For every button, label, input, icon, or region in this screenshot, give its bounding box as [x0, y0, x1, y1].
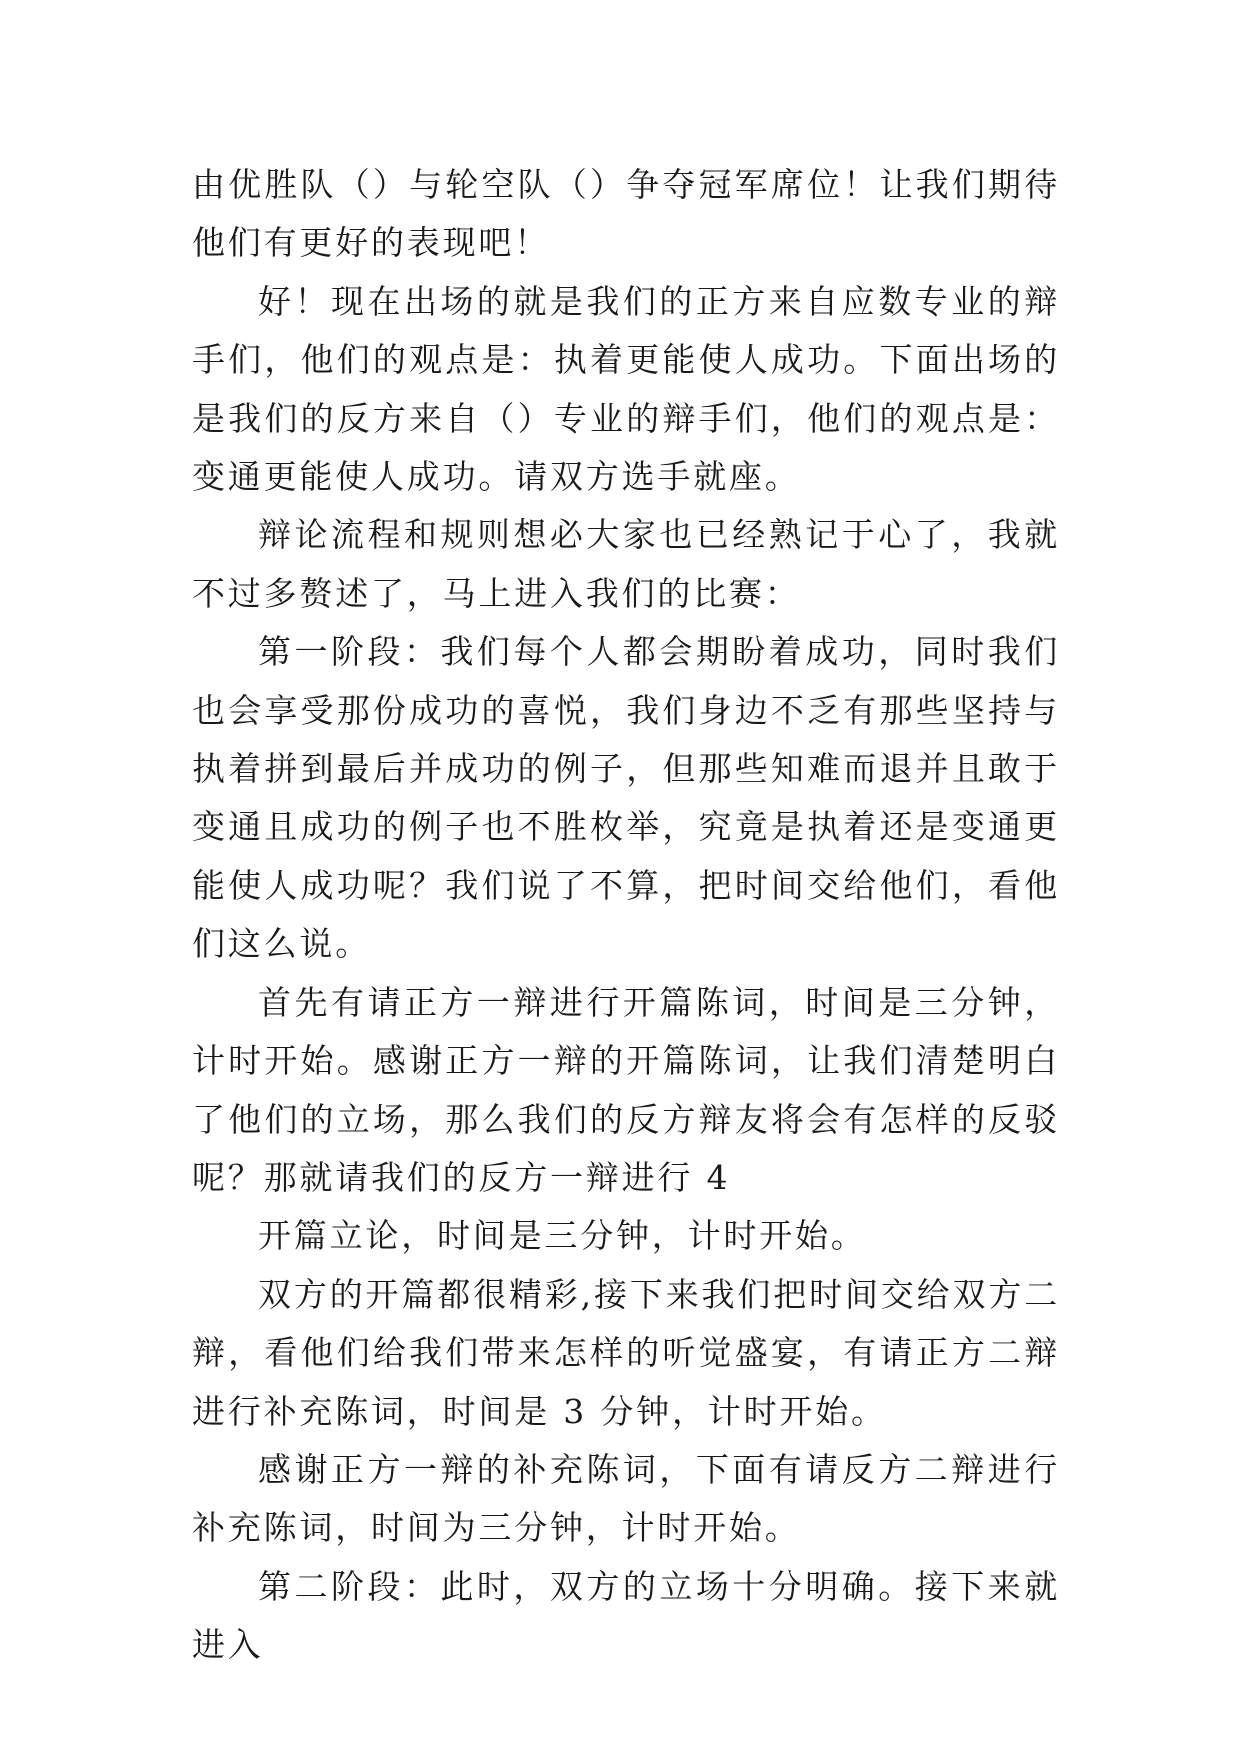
paragraph-3: 辩论流程和规则想必大家也已经熟记于心了，我就不过多赘述了，马上进入我们的比赛： [192, 515, 1060, 613]
paragraph-7: 双方的开篇都很精彩,接下来我们把时间交给双方二辩，看他们给我们带来怎样的听觉盛宴，有请正方二辩进行补充陈词，时间是 3 分钟，计时开始。 [192, 1274, 1060, 1431]
paragraph-2: 好！现在出场的就是我们的正方来自应数专业的辩手们，他们的观点是：执着更能使人成功。下面出场的是我们的反方来自（）专业的辩手们，他们的观点是：变通更能使人成功。请双方选手就座。 [192, 281, 1060, 497]
paragraph-5: 首先有请正方一辩进行开篇陈词，时间是三分钟，计时开始。感谢正方一辩的开篇陈词，让我们清楚明白了他们的立场，那么我们的反方辩友将会有怎样的反驳呢？那就请我们的反方一辩进行 4 [192, 982, 1060, 1197]
paragraph-8: 感谢正方一辩的补充陈词，下面有请反方二辩进行补充陈词，时间为三分钟，计时开始。 [192, 1449, 1060, 1548]
paragraph-4: 第一阶段：我们每个人都会期盼着成功，同时我们也会享受那份成功的喜悦，我们身边不乏有那些坚持与执着拼到最后并成功的例子，但那些知难而退并且敢于变通且成功的例子也不胜枚举，究竟是执着还是变通更能使人成功呢？我们说了不算，把时间交给他们，看他们这么说。 [192, 632, 1060, 964]
paragraph-9: 第二阶段：此时，双方的立场十分明确。接下来就进入 [192, 1566, 1060, 1665]
document-body [192, 156, 1060, 1675]
paragraph-1: 由优胜队（）与轮空队（）争夺冠军席位！让我们期待他们有更好的表现吧！ [192, 165, 1060, 263]
paragraph-6: 开篇立论，时间是三分钟，计时开始。 [258, 1216, 867, 1256]
